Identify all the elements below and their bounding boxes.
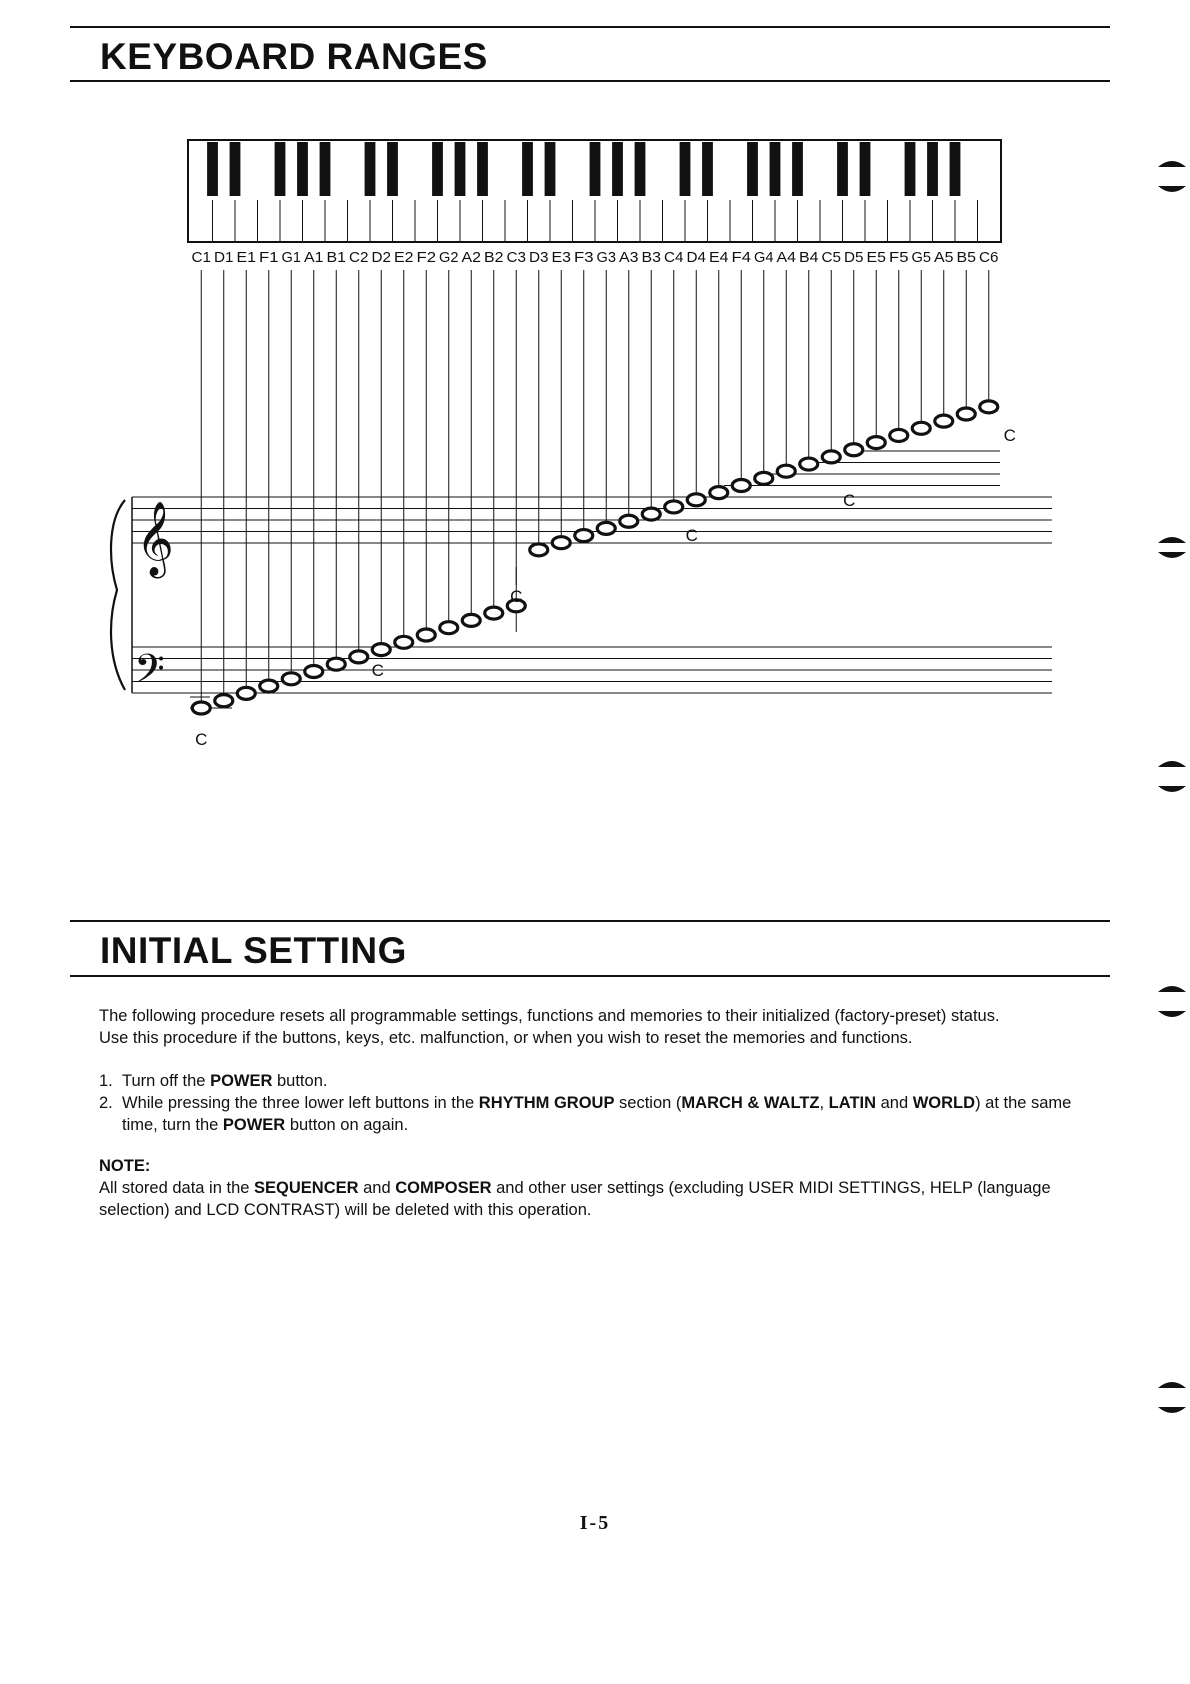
black-key [927,142,938,196]
black-key [365,142,376,196]
note-head [350,651,368,663]
note-head [822,451,840,463]
world-label: WORLD [912,1094,976,1112]
note-head [687,494,705,506]
composer-label: COMPOSER [395,1179,492,1197]
treble-clef: 𝄞 [136,502,174,576]
note-head [845,444,863,456]
page-number: I-5 [579,1512,611,1534]
binding-mark [1158,986,1186,992]
black-key [792,142,803,196]
black-key [837,142,848,196]
procedure-steps [99,1070,1109,1136]
key-label: E1 [236,250,256,266]
binding-mark [1158,537,1186,543]
black-key [590,142,601,196]
note-head [462,614,480,626]
binding-hole-marks [1152,0,1190,1684]
note-head [395,636,413,648]
latin-label: LATIN [828,1094,877,1112]
note-head [912,422,930,434]
note-head [305,666,323,678]
grand-staff [111,497,1052,702]
key-label: B2 [484,250,504,266]
march-waltz-label: MARCH & WALTZ [681,1094,820,1112]
key-label: A5 [934,250,954,266]
step-2 [99,1092,1109,1136]
note-head [192,702,210,714]
key-label: C3 [506,250,526,266]
intro-line-1: The following procedure resets all programmable settings, functions and memories to their initialized (factory-preset) status. [99,1007,1000,1025]
note-head [642,508,660,520]
key-label: C5 [821,250,841,266]
step-text: button. [272,1072,328,1090]
key-label: B4 [799,250,819,266]
note-head [327,658,345,670]
key-label: E5 [866,250,886,266]
note-head [665,501,683,513]
note-head [732,480,750,492]
black-key [387,142,398,196]
note-head [372,644,390,656]
step-text: button on again. [285,1116,409,1134]
black-key [612,142,623,196]
key-label: F1 [259,250,279,266]
binding-mark [1158,186,1186,192]
note-head [957,408,975,420]
black-key [522,142,533,196]
key-labels [192,250,999,266]
c-marker-c6: C [1003,426,1016,445]
black-key [770,142,781,196]
step-text: While pressing the three lower left buttons in the [122,1094,479,1112]
key-label: D3 [529,250,549,266]
black-key [680,142,691,196]
note-text-part: All stored data in the [99,1179,255,1197]
step-text: , [819,1094,829,1112]
section2-underline [70,975,1110,977]
step-text: ) at the same time, turn the [122,1094,1072,1134]
key-label: C1 [191,250,211,266]
key-label: G4 [754,250,774,266]
bass-clef: 𝄢 [134,646,165,702]
key-label: G1 [281,250,301,266]
black-key [320,142,331,196]
black-key [905,142,916,196]
black-key [477,142,488,196]
key-label: E3 [551,250,571,266]
black-key [950,142,961,196]
c-marker-c1: C [195,730,208,749]
key-label: G3 [596,250,616,266]
black-key [297,142,308,196]
black-key [860,142,871,196]
key-label: F5 [889,250,909,266]
note-head [440,622,458,634]
intro-line-2: Use this procedure if the buttons, keys, etc. malfunction, or when you wish to reset the memories and functions. [99,1029,913,1047]
note-text-part: and [358,1179,396,1197]
key-label: C6 [979,250,999,266]
key-label: E2 [394,250,414,266]
note-text [99,1177,1109,1221]
key-label: C2 [349,250,369,266]
binding-mark [1158,1407,1186,1413]
key-label: F2 [416,250,436,266]
power-label: POWER [210,1072,273,1090]
step-text: and [876,1094,913,1112]
key-label: D2 [371,250,391,266]
brace [111,500,125,690]
key-label: A4 [776,250,796,266]
key-label: D1 [214,250,234,266]
note-head [575,530,593,542]
key-label: E4 [709,250,729,266]
c-marker-c3: C [510,587,523,606]
binding-mark [1158,761,1186,767]
note-head [800,458,818,470]
section2-top-rule [70,920,1110,922]
key-label: B1 [326,250,346,266]
key-label: G2 [439,250,459,266]
sequencer-label: SEQUENCER [254,1179,359,1197]
step-number: 2. [99,1094,113,1112]
black-key [230,142,241,196]
key-label: B5 [956,250,976,266]
key-label: G5 [911,250,931,266]
note-head [980,401,998,413]
black-key [275,142,286,196]
black-key [747,142,758,196]
power-label: POWER [222,1116,286,1134]
binding-mark [1158,786,1186,792]
note-head [417,629,435,641]
note-head [777,465,795,477]
binding-mark [1158,552,1186,558]
binding-mark [1158,161,1186,167]
note-head [935,415,953,427]
binding-mark [1158,1382,1186,1388]
black-key [455,142,466,196]
key-label: F3 [574,250,594,266]
key-label: D5 [844,250,864,266]
note-text-part: and other user settings (excluding USER MIDI SETTINGS, HELP (language selection) and LCD CONTRAST) will be deleted with this operation. [99,1179,1051,1219]
intro-text [99,1005,1109,1049]
step-number: 1. [99,1072,113,1090]
note-block [99,1155,1109,1221]
note-head [867,437,885,449]
black-key [702,142,713,196]
section-title-initial-setting: INITIAL SETTING [100,930,407,971]
key-label: B3 [641,250,661,266]
note-head [237,687,255,699]
c-marker-c2: C [371,661,384,680]
key-label: D4 [686,250,706,266]
note-head [485,607,503,619]
note-label: NOTE: [99,1157,151,1175]
note-head [620,515,638,527]
black-key [545,142,556,196]
key-label: C4 [664,250,684,266]
c-marker-c4: C [685,526,698,545]
step-1 [99,1070,1109,1092]
black-key [432,142,443,196]
note-head [755,472,773,484]
note-head [552,537,570,549]
c-marker-c5: C [843,491,856,510]
section-title-keyboard-ranges: KEYBOARD RANGES [100,36,488,77]
step-text: section ( [614,1094,682,1112]
key-label: A3 [619,250,639,266]
binding-mark [1158,1011,1186,1017]
step-text: Turn off the [122,1072,211,1090]
note-head [710,487,728,499]
note-head [597,522,615,534]
note-head [530,544,548,556]
note-head [890,429,908,441]
note-head [215,695,233,707]
key-label: A2 [461,250,481,266]
note-head [260,680,278,692]
black-key [635,142,646,196]
key-label: A1 [304,250,324,266]
rhythm-group-label: RHYTHM GROUP [478,1094,615,1112]
black-key [207,142,218,196]
note-head [282,673,300,685]
note-heads [192,401,998,714]
key-label: F4 [731,250,751,266]
